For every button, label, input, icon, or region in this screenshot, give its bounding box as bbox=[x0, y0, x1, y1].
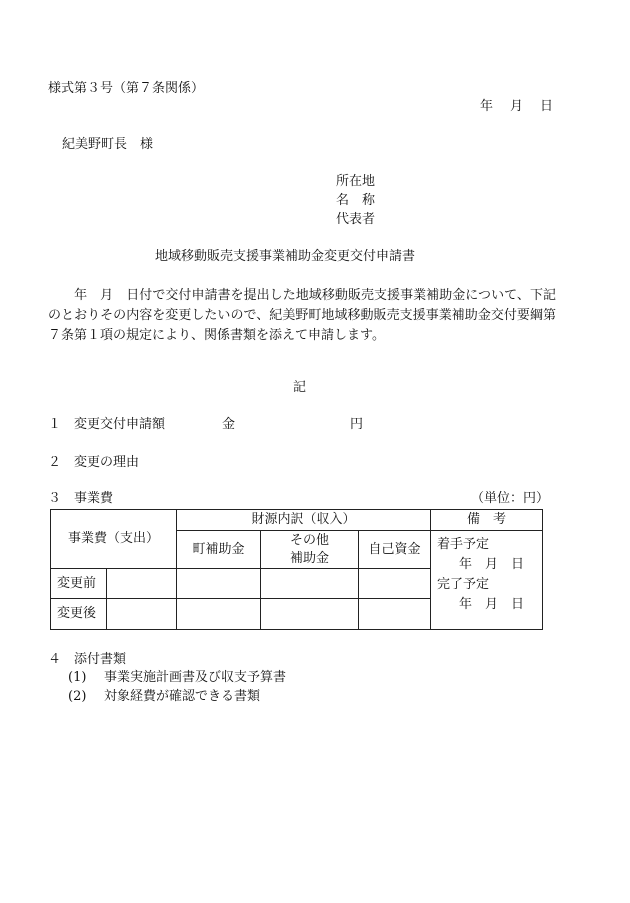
cell-after-own-funds bbox=[359, 599, 431, 630]
unit-label: （単位：円） bbox=[471, 491, 550, 506]
date-line: 年 月 日 bbox=[480, 99, 556, 114]
item1-kin: 金 bbox=[222, 417, 236, 432]
body-paragraph: 年 月 日付で交付申請書を提出した地域移動販売支援事業補助金について、下記のとおりその内容を変更したいので、紀美野町地域移動販売支援事業補助金交付要綱第７条第１項の規定により、関係書類を添えて申請します。 bbox=[48, 288, 556, 343]
header-funding-breakdown: 財源内訳（収入） bbox=[177, 510, 431, 531]
cell-after-project-cost bbox=[107, 599, 177, 630]
representative-label: 代表者 bbox=[336, 212, 376, 227]
header-other-subsidy-line1: その他 bbox=[290, 532, 330, 548]
remark-end-label: 完了予定 bbox=[437, 577, 490, 592]
project-cost-table bbox=[50, 509, 543, 630]
attachment-2-text: 対象経費が確認できる書類 bbox=[104, 689, 261, 704]
item4-label: ４ 添付書類 bbox=[48, 652, 127, 667]
cell-before-own-funds bbox=[359, 569, 431, 599]
attachment-1-text: 事業実施計画書及び収支予算書 bbox=[104, 670, 287, 685]
item2-label: ２ 変更の理由 bbox=[48, 455, 140, 470]
list-item bbox=[68, 669, 286, 687]
list-item bbox=[68, 688, 260, 706]
form-number: 様式第３号（第７条関係） bbox=[48, 81, 205, 96]
ki-heading: 記 bbox=[293, 380, 307, 395]
attachment-1-number: (1) bbox=[68, 670, 87, 685]
cell-after-town-subsidy bbox=[177, 599, 261, 630]
remark-end-date: 年 月 日 bbox=[459, 597, 525, 612]
name-label: 名 称 bbox=[336, 193, 376, 208]
cell-before-other-subsidy bbox=[261, 569, 359, 599]
header-other-subsidy bbox=[261, 531, 359, 569]
document-title: 地域移動販売支援事業補助金変更交付申請書 bbox=[155, 249, 416, 264]
header-town-subsidy: 町補助金 bbox=[177, 531, 261, 569]
cell-before-town-subsidy bbox=[177, 569, 261, 599]
item1-label: １ 変更交付申請額 bbox=[48, 417, 166, 432]
address-label: 所在地 bbox=[336, 174, 376, 189]
header-other-subsidy-line2: 補助金 bbox=[290, 550, 330, 566]
header-remarks: 備 考 bbox=[431, 510, 543, 531]
attachment-2-number: (2) bbox=[68, 689, 87, 704]
cell-before-project-cost bbox=[107, 569, 177, 599]
remark-start-label: 着手予定 bbox=[437, 537, 490, 552]
header-own-funds: 自己資金 bbox=[359, 531, 431, 569]
cell-after-other-subsidy bbox=[261, 599, 359, 630]
remarks-cell bbox=[431, 531, 543, 630]
item3-label: ３ 事業費 bbox=[48, 491, 114, 506]
header-project-cost: 事業費（支出） bbox=[51, 510, 177, 569]
addressee: 紀美野町長 様 bbox=[62, 137, 154, 152]
remark-start-date: 年 月 日 bbox=[459, 557, 525, 572]
item1-en: 円 bbox=[350, 417, 364, 432]
row-before-label: 変更前 bbox=[51, 569, 107, 599]
row-after-label: 変更後 bbox=[51, 599, 107, 630]
